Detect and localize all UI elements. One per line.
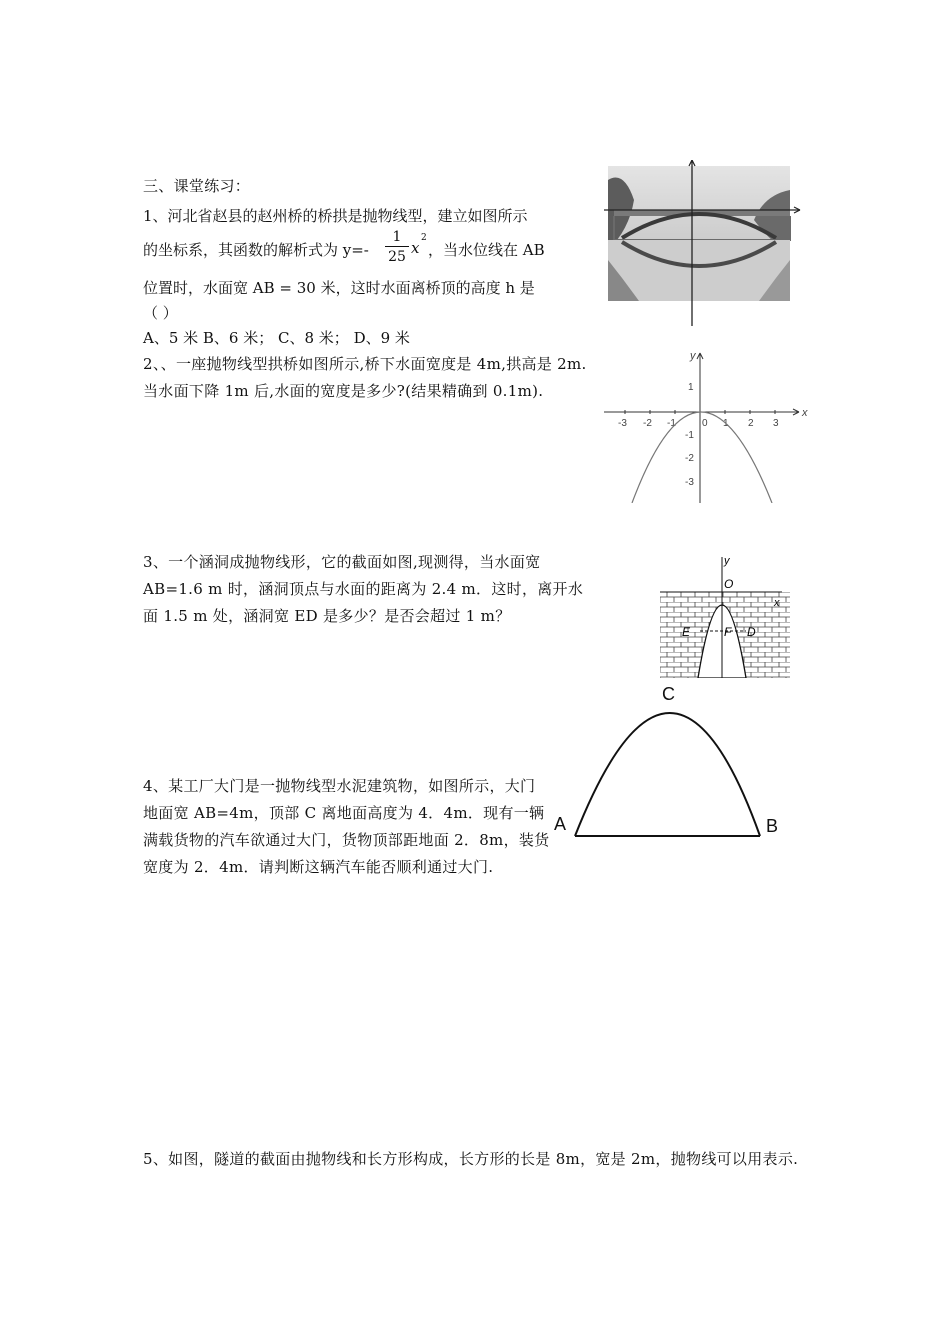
y-tick-1: 1: [688, 382, 694, 393]
graph-y-label: y: [690, 350, 696, 362]
culvert-figure: [660, 552, 790, 678]
problem1-line3: 位置时，水面宽 AB = 30 米，这时水面离桥顶的高度 h 是: [143, 279, 535, 297]
gate-figure: [548, 678, 798, 848]
culvert-f-label: F: [724, 625, 732, 639]
x-tick-neg1: -1: [667, 418, 676, 429]
gate-label-b: B: [766, 816, 779, 836]
fraction-numerator: 1: [385, 228, 409, 247]
x-tick-3: 3: [773, 418, 779, 429]
bridge-figure: [604, 160, 804, 326]
x-tick-0: 0: [702, 418, 708, 429]
problem1-options: A、5 米 B、6 米； C、8 米； D、9 米: [143, 329, 410, 347]
culvert-x-label: x: [774, 597, 780, 609]
problem1-fraction: [385, 228, 409, 267]
problem1-line2a: 的坐标系，其函数的解析式为 y=-: [143, 241, 369, 259]
problem2-text: 2、、一座抛物线型拱桥如图所示,桥下水面宽度是 4m,拱高是 2m.当水面下降 1m 后,水面的宽度是多少?(结果精确到 0.1m).: [143, 355, 587, 400]
gate-label-a: A: [554, 814, 567, 834]
problem1-variable: x: [411, 239, 420, 257]
problem1-line4: （ ）: [143, 304, 178, 322]
culvert-d-label: D: [747, 625, 756, 639]
problem1-line1: 1、河北省赵县的赵州桥的桥拱是抛物线型，建立如图所示: [143, 207, 528, 225]
y-tick-neg1: -1: [685, 430, 694, 441]
problem5-text: 5、如图，隧道的截面由抛物线和长方形构成，长方形的长是 8m，宽是 2m，抛物线可以用表示.: [143, 1150, 799, 1168]
problem4-text: 4、某工厂大门是一抛物线型水泥建筑物，如图所示，大门地面宽 AB=4m，顶部 C 离地面高度为 4．4m．现有一辆满载货物的汽车欲通过大门，货物顶部距地面 2．8m，装货宽度为 2．4m．请判断这辆汽车能否顺利通过大门.: [143, 777, 550, 876]
y-tick-neg2: -2: [685, 453, 694, 464]
problem3-text: 3、一个涵洞成抛物线形，它的截面如图,现测得，当水面宽 AB=1.6 m 时，涵洞顶点与水面的距离为 2.4 m．这时，离开水面 1.5 m 处，涵洞宽 ED 是多少？是否会超过 1 m？: [143, 553, 584, 625]
y-tick-neg3: -3: [685, 477, 694, 488]
section-heading: 三、课堂练习：: [143, 177, 251, 195]
problem1-line2b: ，当水位线在 AB: [428, 241, 545, 259]
x-tick-1: 1: [723, 418, 729, 429]
parabola-graph: [604, 345, 810, 503]
culvert-y-label: y: [724, 555, 730, 567]
problem1-exponent: 2: [421, 233, 427, 243]
culvert-o-label: O: [724, 577, 734, 591]
culvert-e-label: E: [682, 625, 691, 639]
x-tick-2: 2: [748, 418, 754, 429]
x-tick-neg3: -3: [618, 418, 627, 429]
gate-arch: [575, 713, 760, 836]
fraction-denominator: 25: [388, 249, 406, 265]
graph-x-label: x: [802, 407, 808, 419]
gate-label-c: C: [662, 684, 675, 704]
x-tick-neg2: -2: [643, 418, 652, 429]
